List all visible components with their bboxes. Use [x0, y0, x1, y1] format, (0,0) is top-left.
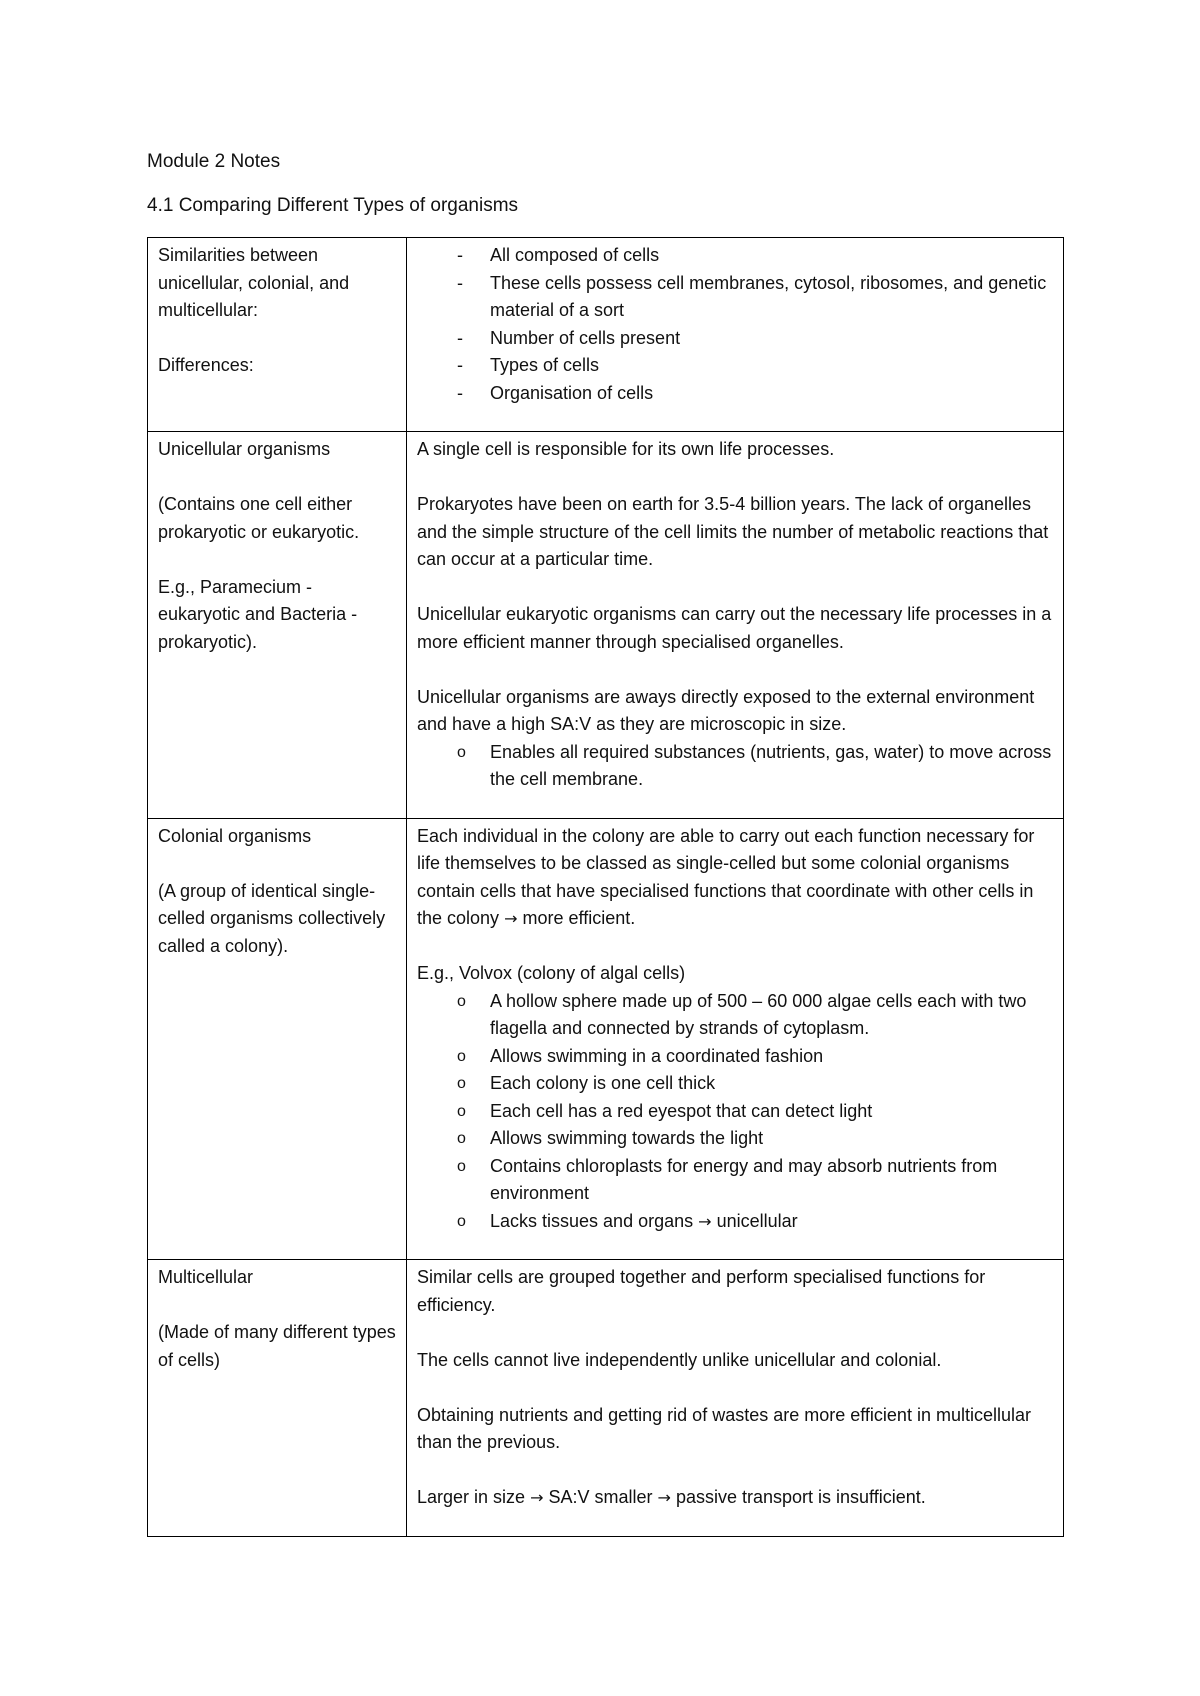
arrow-right-icon: →: [504, 909, 518, 928]
table-row-similarities: [148, 238, 1064, 432]
colonial-description: (A group of identical single-celled organisms collectively called a colony).: [158, 880, 386, 956]
colonial-paragraph-text: Each individual in the colony are able to carry out each function necessary for life themselves to be classed as single-celled but some colonial organisms contain cells that have specialised functions that coordinate with other cells in the colony: [417, 825, 1035, 928]
section-heading: 4.1 Comparing Different Types of organisms: [147, 195, 519, 216]
content-cell-multicellular: [407, 1260, 1064, 1537]
list-item: o Each cell has a red eyespot that can detect light: [417, 1098, 1053, 1126]
content-cell-unicellular: [407, 432, 1064, 819]
content-cell-similarities: [407, 238, 1064, 432]
list-item: o Contains chloroplasts for energy and may absorb nutrients from environment: [417, 1153, 1053, 1208]
differences-list: [417, 325, 1053, 408]
unicellular-example: E.g., Paramecium - eukaryotic and Bacteria - prokaryotic).: [158, 576, 358, 652]
similarities-list: [417, 242, 1053, 325]
colonial-label: Colonial organisms: [158, 825, 312, 846]
label-cell-similarities: [148, 238, 407, 432]
table-row-colonial: [148, 818, 1064, 1260]
unicellular-paragraph: A single cell is responsible for its own life processes.: [417, 439, 835, 459]
arrow-right-icon: →: [657, 1488, 671, 1507]
multicellular-paragraph: The cells cannot live independently unlike unicellular and colonial.: [417, 1349, 942, 1370]
list-item-text: unicellular: [716, 1210, 798, 1231]
multicellular-description: (Made of many different types of cells): [158, 1322, 396, 1370]
arrow-right-icon: →: [530, 1488, 544, 1507]
list-item: o Allows swimming in a coordinated fashion: [417, 1043, 1053, 1071]
unicellular-label: Unicellular organisms: [158, 439, 331, 459]
table-row-multicellular: [148, 1260, 1064, 1537]
multicellular-label: Multicellular: [158, 1267, 254, 1287]
multicellular-paragraph-text: Larger in size: [417, 1487, 526, 1507]
list-item-text: Lacks tissues and organs: [490, 1210, 694, 1231]
unicellular-paragraph: Unicellular eukaryotic organisms can carry out the necessary life processes in a more efficient manner through specialised organelles.: [417, 604, 1052, 652]
content-cell-colonial: [407, 818, 1064, 1260]
list-item: - Organisation of cells: [417, 380, 1053, 408]
colonial-paragraph-text: more efficient.: [522, 908, 636, 928]
document-title: Module 2 Notes: [147, 151, 281, 172]
list-item: o Enables all required substances (nutrients, gas, water) to move across the cell membrane.: [417, 739, 1053, 794]
multicellular-paragraph-text: SA:V smaller: [548, 1487, 653, 1507]
multicellular-paragraph: Obtaining nutrients and getting rid of wastes are more efficient in multicellular than the previous.: [417, 1404, 1031, 1452]
unicellular-paragraph: Prokaryotes have been on earth for 3.5-4 billion years. The lack of organelles and the simple structure of the cell limits the number of metabolic reactions that can occur at a particular time.: [417, 494, 1049, 569]
list-item: o Allows swimming towards the light: [417, 1125, 1053, 1153]
multicellular-paragraph: [417, 1484, 1053, 1512]
label-cell-unicellular: [148, 432, 407, 819]
list-item: o A hollow sphere made up of 500 – 60 000 algae cells each with two flagella and connected by strands of cytoplasm.: [417, 988, 1053, 1043]
list-item: - Number of cells present: [417, 325, 1053, 353]
list-item: - Types of cells: [417, 352, 1053, 380]
list-item: - These cells possess cell membranes, cytosol, ribosomes, and genetic material of a sort: [417, 270, 1053, 325]
similarities-label-line: Similarities between: [158, 245, 319, 265]
similarities-label-line: multicellular:: [158, 300, 259, 320]
similarities-label-line: unicellular, colonial, and: [158, 272, 350, 293]
multicellular-paragraph-text: passive transport is insufficient.: [675, 1487, 926, 1507]
list-item: - All composed of cells: [417, 242, 1053, 270]
differences-label: Differences:: [158, 355, 254, 375]
label-cell-multicellular: [148, 1260, 407, 1537]
list-item: o Each colony is one cell thick: [417, 1070, 1053, 1098]
colonial-bullets: [417, 988, 1053, 1236]
comparison-table: [147, 237, 1064, 1537]
table-row-unicellular: [148, 432, 1064, 819]
colonial-paragraph: [417, 823, 1053, 933]
list-item: [417, 1208, 1053, 1236]
label-cell-colonial: [148, 818, 407, 1260]
arrow-right-icon: →: [698, 1211, 712, 1231]
multicellular-paragraph: Similar cells are grouped together and perform specialised functions for efficiency.: [417, 1267, 986, 1315]
unicellular-description: (Contains one cell either prokaryotic or eukaryotic.: [158, 494, 360, 542]
unicellular-bullets: [417, 739, 1053, 794]
unicellular-paragraph: Unicellular organisms are aways directly exposed to the external environment and have a high SA:V as they are microscopic in size.: [417, 686, 1035, 734]
colonial-example-heading: E.g., Volvox (colony of algal cells): [417, 963, 686, 983]
